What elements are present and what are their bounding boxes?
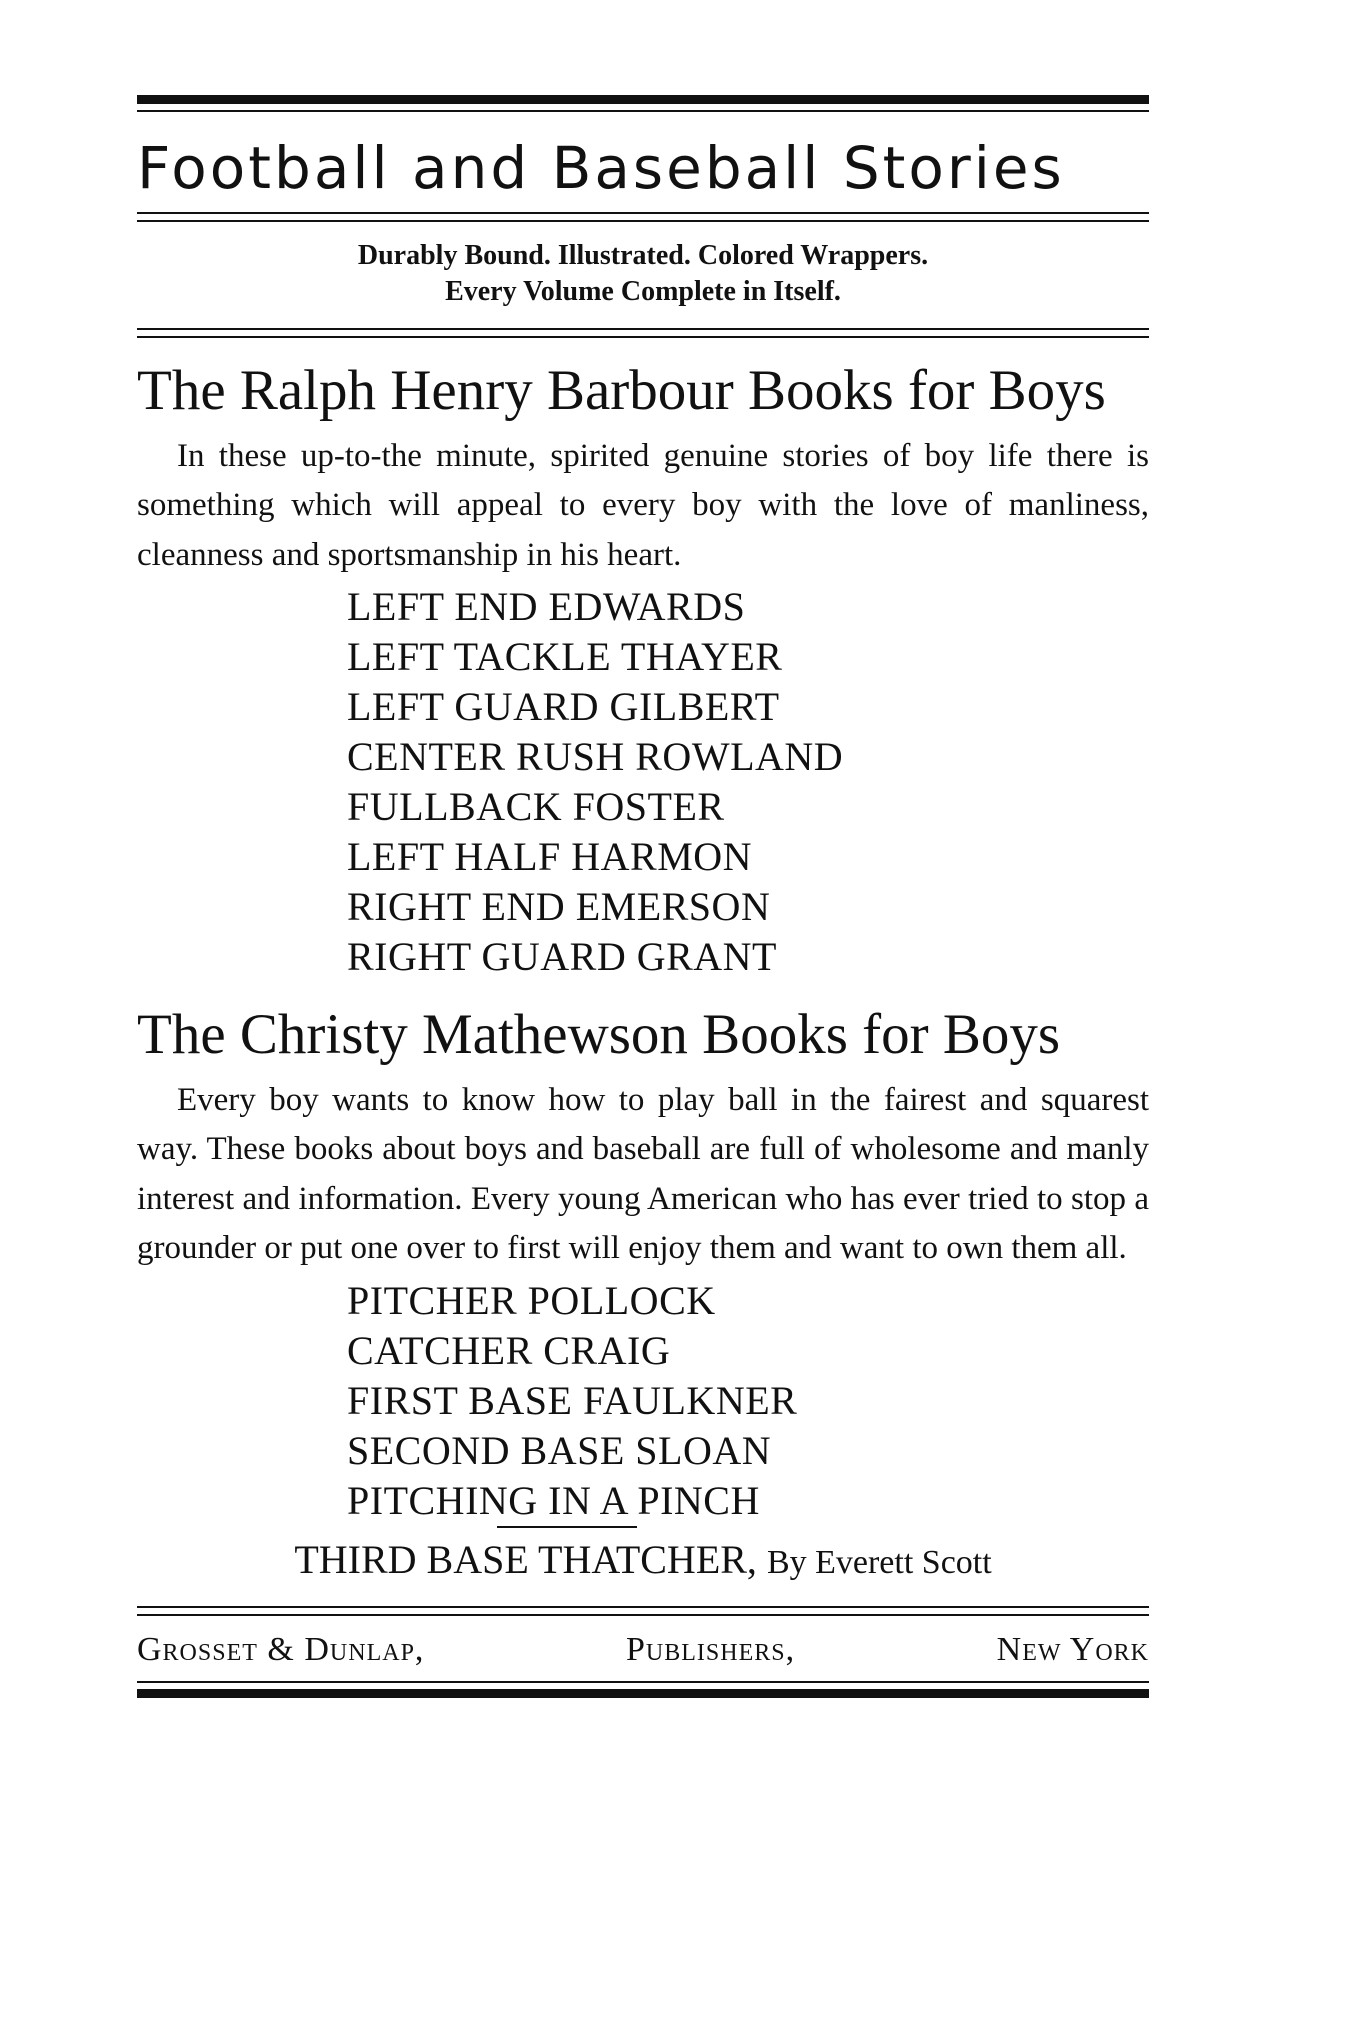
bottom-thin-rule [137, 1681, 1149, 1683]
series-title: The Ralph Henry Barbour Books for Boys [137, 359, 1106, 423]
publisher-role: Publishers, [625, 1630, 796, 1668]
page-title: Football and Baseball Stories [137, 134, 1065, 202]
book-list [347, 1276, 1149, 1526]
series-description: Every boy wants to know how to play ball in the fairest and squarest way. These books about boys and baseball are full of wholesome and manly interest and information. Every young American who has ever tried to stop a grounder or put one over to first will enjoy them and want to own them all. [137, 1081, 1149, 1267]
book-title: LEFT HALF HARMON [347, 834, 753, 880]
series-title: The Christy Mathewson Books for Boys [137, 1003, 1061, 1067]
book-title: RIGHT END EMERSON [347, 884, 771, 930]
publisher-city: New York [996, 1630, 1149, 1668]
book-title: PITCHING IN A PINCH [347, 1477, 760, 1523]
book-title: CENTER RUSH ROWLAND [347, 734, 844, 780]
series-description: In these up-to-the minute, spirited genuine stories of boy life there is something which will appeal to every boy with the love of manliness, cleanness and sportsmanship in his heart. [137, 437, 1149, 573]
book-list [347, 582, 1149, 982]
book-title: LEFT END EDWARDS [347, 584, 746, 630]
separator-rule [497, 1526, 637, 1528]
extra-book [137, 1536, 1149, 1584]
book-title: FULLBACK FOSTER [347, 784, 725, 830]
top-thick-rule [137, 95, 1149, 104]
extra-book-title: THIRD BASE THATCHER, [294, 1536, 757, 1582]
book-title: SECOND BASE SLOAN [347, 1427, 772, 1473]
title-double-rule [137, 212, 1149, 222]
book-title: LEFT TACKLE THAYER [347, 634, 783, 680]
binding-info-line-1: Durably Bound. Illustrated. Colored Wrappers. [357, 239, 929, 271]
extra-book-author: By Everett Scott [766, 1543, 992, 1581]
binding-info [137, 238, 1149, 311]
barbour-series [137, 358, 1149, 982]
book-title: FIRST BASE FAULKNER [347, 1377, 798, 1423]
publisher-name: Grosset & Dunlap, [137, 1630, 425, 1668]
publisher-imprint [137, 1630, 1149, 1671]
binding-info-line-2: Every Volume Complete in Itself. [445, 275, 841, 307]
bottom-thick-rule [137, 1689, 1149, 1698]
book-title: CATCHER CRAIG [347, 1327, 671, 1373]
book-title: LEFT GUARD GILBERT [347, 684, 780, 730]
book-title: PITCHER POLLOCK [347, 1277, 716, 1323]
mathewson-series [137, 1002, 1149, 1526]
footer-top-rule [137, 1606, 1149, 1616]
book-title: RIGHT GUARD GRANT [347, 934, 777, 980]
top-thin-rule [137, 110, 1149, 112]
subinfo-double-rule [137, 328, 1149, 338]
advertisement-page [137, 95, 1149, 1698]
